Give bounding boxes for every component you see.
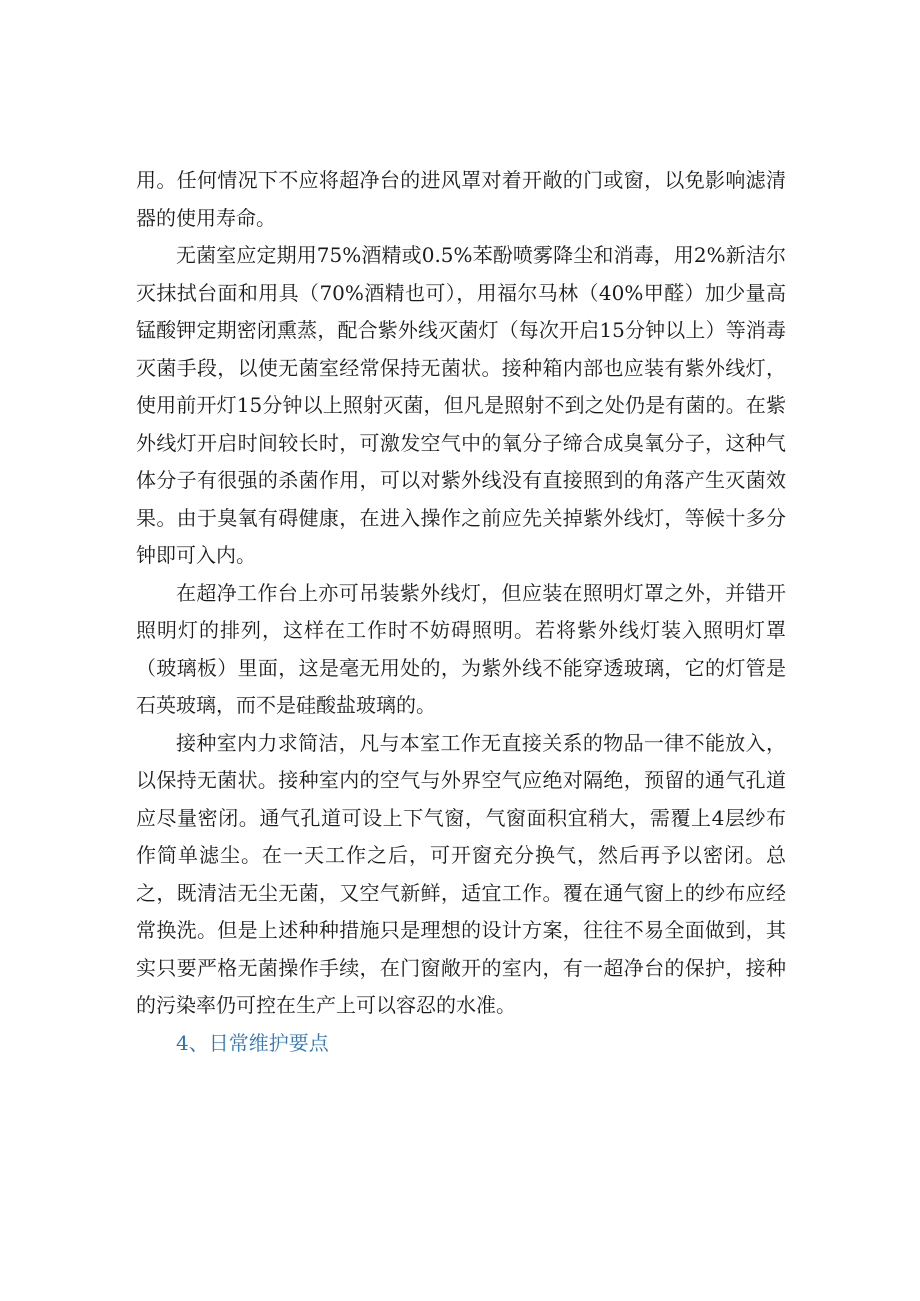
paragraph-continuation: 用。任何情况下不应将超净台的进风罩对着开敞的门或窗，以免影响滤清器的使用寿命。 (136, 168, 786, 230)
paragraph-uv-lamp: 在超净工作台上亦可吊装紫外线灯，但应装在照明灯罩之外，并错开照明灯的排列，这样在工作时不妨碍照明。若将紫外线灯装入照明灯罩（玻璃板）里面，这是毫无用处的，为紫外线不能穿透玻璃，它的灯管是石英玻璃，而不是硅酸盐玻璃的。 (136, 580, 786, 717)
paragraph-inoculation-room: 接种室内力求简洁，凡与本室工作无直接关系的物品一律不能放入，以保持无菌状。接种室内的空气与外界空气应绝对隔绝，预留的通气孔道应尽量密闭。通气孔道可设上下气窗，气窗面积宜稍大，需覆上4层纱布作简单滤尘。在一天工作之后，可开窗充分换气，然后再予以密闭。总之，既清洁无尘无菌，又空气新鲜，适宜工作。覆在通气窗上的纱布应经常换洗。但是上述种种措施只是理想的设计方案，往往不易全面做到，其实只要严格无菌操作手续，在门窗敞开的室内，有一超净台的保护，接种的污染率仍可控在生产上可以容忍的水准。 (136, 730, 786, 1017)
document-body (136, 162, 786, 1062)
paragraph-disinfection: 无菌室应定期用75%酒精或0.5%苯酚喷雾降尘和消毒，用2%新洁尔灭抹拭台面和用具（70%酒精也可），用福尔马林（40%甲醛）加少量高锰酸钾定期密闭熏蒸，配合紫外线灭菌灯（每次开启15分钟以上）等消毒灭菌手段，以使无菌室经常保持无菌状。接种箱内部也应装有紫外线灯，使用前开灯15分钟以上照射灭菌，但凡是照射不到之处仍是有菌的。在紫外线灯开启时间较长时，可激发空气中的氧分子缔合成臭氧分子，这种气体分子有很强的杀菌作用，可以对紫外线没有直接照到的角落产生灭菌效果。由于臭氧有碍健康，在进入操作之前应先关掉紫外线灯，等候十多分钟即可入内。 (136, 243, 786, 567)
section-heading: 4、日常维护要点 (176, 1030, 329, 1055)
